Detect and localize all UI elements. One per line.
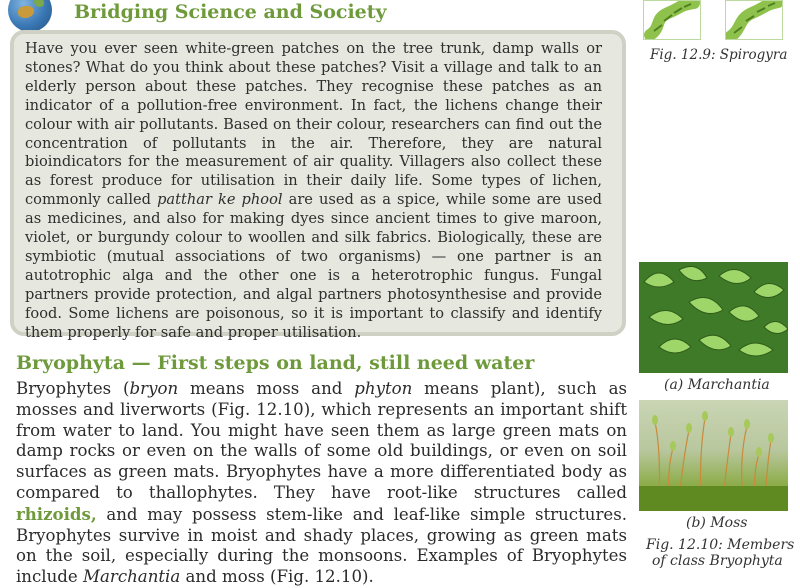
spirogyra-image-2: [725, 0, 783, 40]
body-text-1: Bryophytes (: [16, 379, 130, 398]
body-text-2: means moss and: [178, 379, 355, 398]
globe-icon: [8, 0, 52, 32]
body-italic-phyton: phyton: [354, 379, 413, 398]
body-text-5: and moss (Fig. 12.10).: [180, 567, 374, 587]
spirogyra-image-1: [643, 0, 701, 40]
body-italic-bryon: bryon: [129, 379, 179, 398]
box-text-part-2: are used as a spice, while some are used as medicines, and also for making dyes since ancient times to give maroon, violet, or burgundy colour to woollen and silk fabrics. Biologically, these are symbiotic (mutual associations of two organisms) — one partner is an autotrophic alga and the other one is a heterotrophic fungus. Fungal partners provide protection, and algal partners photosynthesise and provide food. Some lichens are poisonous, so it is important to classify and identify them properly for safe and proper utilisation.: [25, 191, 603, 341]
spirogyra-caption: Fig. 12.9: Spirogyra: [650, 47, 788, 63]
moss-caption: (b) Moss: [686, 515, 748, 531]
box-italic-term: patthar ke phool: [157, 191, 283, 209]
rhizoids-term: rhizoids,: [16, 503, 97, 524]
section-heading: Bryophyta — First steps on land, still need water: [16, 352, 535, 374]
section-body: [16, 379, 627, 588]
box-paragraph: [25, 40, 602, 343]
marchantia-photo: [639, 262, 788, 373]
body-italic-marchantia: Marchantia: [83, 567, 181, 587]
marchantia-caption: (a) Marchantia: [664, 377, 770, 393]
body-text-3: means plant), such as mosses and liverworts (Fig. 12.10), which represents an important shift from water to land. You might have seen them as large green mats on damp rocks or even on the walls of some old buildings, or even on soil surfaces as green mats. Bryophytes have a more differentiated body as compared to thallophytes. They have root-like structures called: [16, 379, 627, 502]
moss-photo: [639, 400, 788, 511]
box-text-part-1: Have you ever seen white-green patches on the tree trunk, damp walls or stones? What do you think about these patches? Visit a village and talk to an elderly person about these patches. They recognise these patches as an indicator of a pollution-free environment. In fact, the lichens change their colour with air pollutants. Based on their colour, researchers can find out the concentration of pollutants in the air. Therefore, they are natural bioindicators for the measurement of air quality. Villagers also collect these as forest produce for utilisation in their daily life. Some types of lichen, commonly called: [25, 40, 602, 209]
fig-12-10-caption-line2: of class Bryophyta: [652, 553, 783, 569]
body-text-4: and may possess stem-like and leaf-like simple structures. Bryophytes survive in moist and shady places, growing as green mats on the soil, especially during the monsoons. Examples of Bryophytes include: [16, 504, 627, 587]
box-title: Bridging Science and Society: [74, 1, 387, 23]
fig-12-10-caption-line1: Fig. 12.10: Members: [646, 537, 795, 553]
